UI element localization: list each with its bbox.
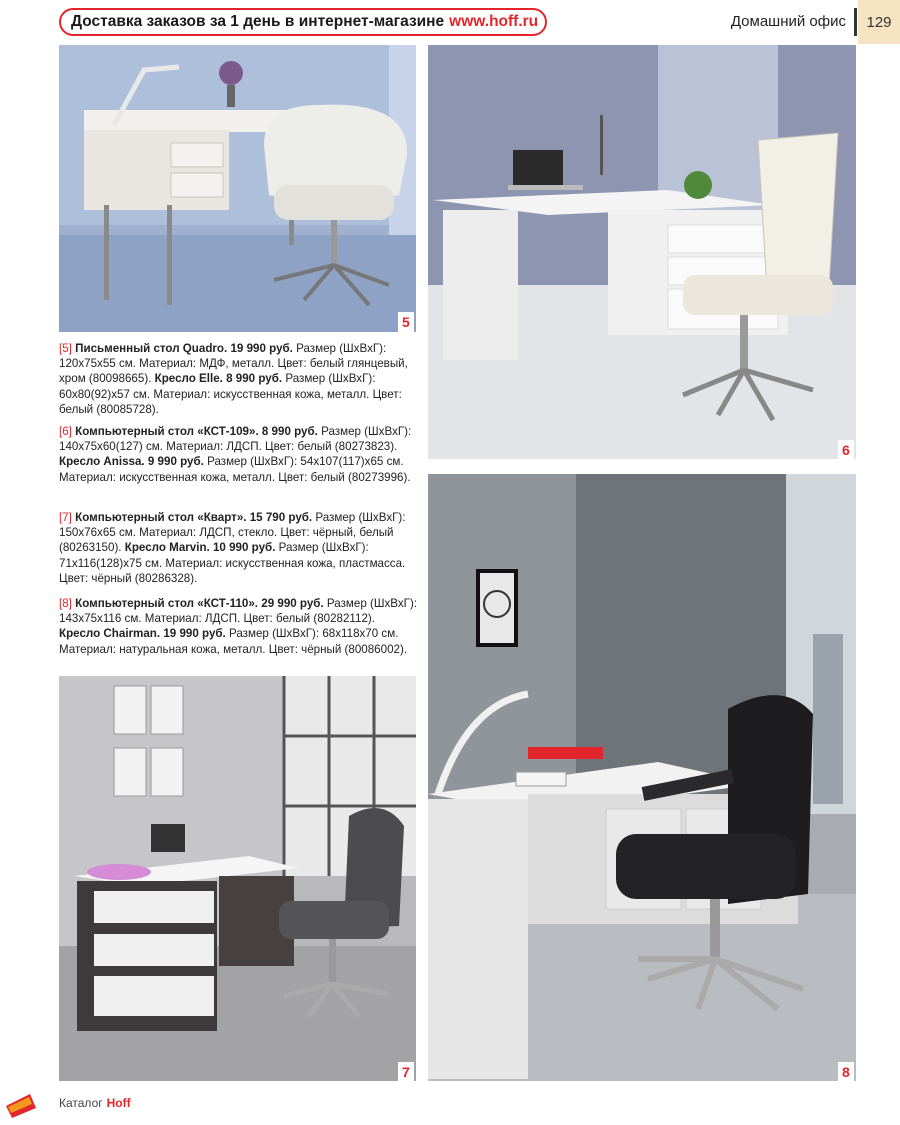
header-divider [854, 8, 857, 36]
description-5 [59, 341, 419, 417]
ref-8: [8] [59, 597, 72, 610]
photo-label-8: 8 [838, 1062, 854, 1082]
photo-label-5: 5 [398, 312, 414, 332]
product-photo-5 [59, 45, 416, 332]
desk-title-8: Компьютерный стол «КСТ-110». 29 990 руб. [75, 597, 324, 610]
desk-chair-photo-icon [428, 45, 856, 459]
chair-title-5: Кресло Elle. 8 990 руб. [154, 372, 283, 386]
delivery-banner-url[interactable]: www.hoff.ru [449, 13, 539, 30]
section-title: Домашний офис [730, 13, 846, 30]
ref-7: [7] [59, 511, 72, 524]
desk-specs-5: Размер (ШхВхГ): 120x75x55 см. Материал: МДФ, металл. Цвет: белый глянцевый, хром (80098665). [59, 342, 408, 386]
hoff-logo-icon [4, 1092, 38, 1120]
product-photo-7 [59, 676, 416, 1081]
description-8 [59, 596, 419, 657]
desk-title-5: Письменный стол Quadro. 19 990 руб. [75, 342, 293, 355]
desk-specs-6: Размер (ШхВхГ): 140x75x60(127) см. Материал: ЛДСП. Цвет: белый (80273823). [59, 425, 412, 454]
desk-chair-photo-icon [59, 676, 416, 1081]
desk-chair-photo-icon [59, 45, 416, 332]
desk-specs-7: Размер (ШхВхГ): 150x76x65 см. Материал: ЛДСП, стекло. Цвет: чёрный, белый (80263150). [59, 511, 406, 555]
chair-specs-8: Размер (ШхВхГ): 68x118x70 см. Материал: натуральная кожа, металл. Цвет: чёрный (80086002). [59, 627, 408, 656]
chair-specs-7: Размер (ШхВхГ): 71x116(128)x75 см. Материал: искусственная кожа, пластмасса. Цвет: чёрный (80286328). [59, 541, 406, 585]
chair-specs-6: Размер (ШхВхГ): 54x107(117)x65 см. Материал: искусственная кожа, металл. Цвет: белый (80273996). [59, 455, 411, 484]
desk-specs-8: Размер (ШхВхГ): 143x75x116 см. Материал: ЛДСП. Цвет: белый (80282112). [59, 597, 418, 626]
chair-title-6: Кресло Anissa. 9 990 руб. [59, 455, 204, 469]
photo-label-6: 6 [838, 440, 854, 460]
page-number: 129 [858, 0, 900, 44]
product-photo-8 [428, 474, 856, 1081]
product-photo-6 [428, 45, 856, 459]
delivery-banner [59, 8, 547, 36]
footer-brand: Hoff [106, 1096, 131, 1110]
photo-label-7: 7 [398, 1062, 414, 1082]
chair-title-7: Кресло Marvin. 10 990 руб. [124, 541, 276, 555]
chair-specs-5: Размер (ШхВхГ): 60x80(92)x57 см. Материал: искусственная кожа, металл. Цвет: белый (80085728). [59, 372, 402, 416]
chair-title-8: Кресло Chairman. 19 990 руб. [59, 627, 226, 641]
footer-catalog: Каталог [59, 1096, 103, 1110]
ref-5: [5] [59, 342, 72, 355]
desk-title-6: Компьютерный стол «КСТ-109». 8 990 руб. [75, 425, 318, 438]
footer [59, 1096, 131, 1110]
ref-6: [6] [59, 425, 72, 438]
description-6 [59, 424, 419, 485]
desk-chair-photo-icon [428, 474, 856, 1081]
desk-title-7: Компьютерный стол «Кварт». 15 790 руб. [75, 511, 313, 524]
description-7 [59, 510, 419, 586]
delivery-banner-text: Доставка заказов за 1 день в интернет-магазине [71, 13, 445, 30]
